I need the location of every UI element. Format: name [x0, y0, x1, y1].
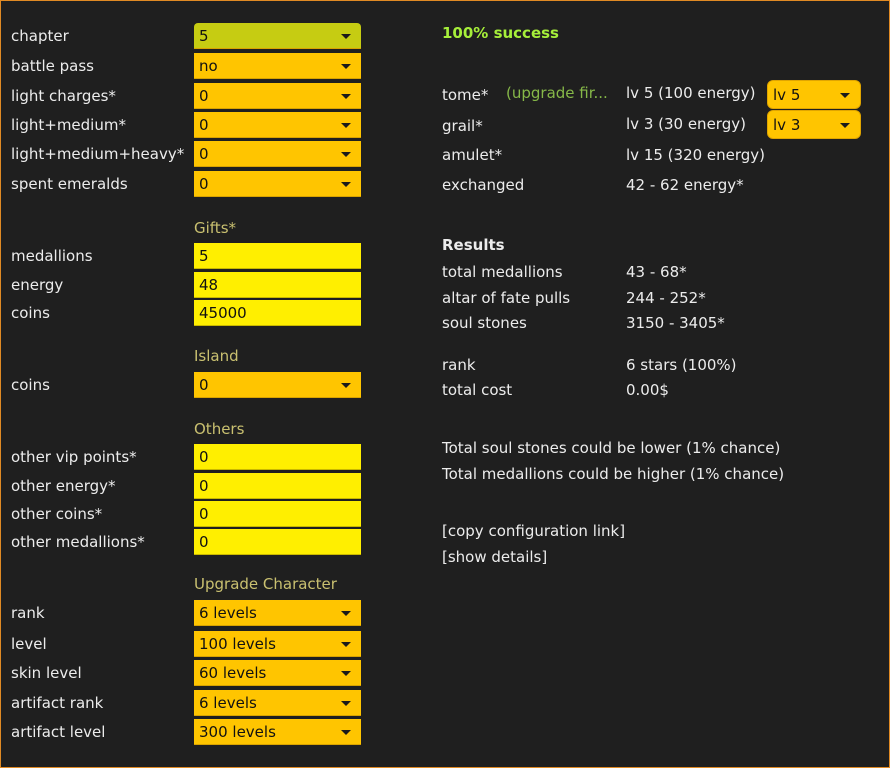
- chevron-down-icon: [341, 730, 351, 735]
- grail-select-value: lv 3: [773, 116, 801, 134]
- tome-label: tome*: [442, 86, 489, 104]
- chevron-down-icon: [840, 123, 850, 128]
- soul-stones-label: soul stones: [442, 314, 527, 332]
- tome-upgrade-note: (upgrade fir...: [506, 84, 608, 102]
- upgrade-skin-select[interactable]: [194, 660, 361, 686]
- light-charges-label: light charges*: [11, 87, 116, 105]
- altar-pulls-label: altar of fate pulls: [442, 289, 571, 307]
- soul-stones-value: 3150 - 3405*: [626, 314, 725, 332]
- artifact-level-value: 300 levels: [199, 723, 276, 741]
- chapter-select[interactable]: [194, 23, 361, 49]
- gift-coins-input[interactable]: 45000: [194, 300, 361, 326]
- artifact-level-label: artifact level: [11, 723, 106, 741]
- island-header: Island: [194, 347, 239, 365]
- total-cost-value: 0.00$: [626, 381, 669, 399]
- other-coins-input[interactable]: 0: [194, 501, 361, 527]
- upgrade-level-value: 100 levels: [199, 635, 276, 653]
- upgrade-rank-select[interactable]: [194, 600, 361, 626]
- island-coins-value: 0: [199, 376, 209, 394]
- upgrade-rank-value: 6 levels: [199, 604, 257, 622]
- total-cost-label: total cost: [442, 381, 513, 399]
- other-energy-label: other energy*: [11, 477, 116, 495]
- chevron-down-icon: [341, 182, 351, 187]
- chevron-down-icon: [840, 93, 850, 98]
- upgrade-skin-value: 60 levels: [199, 664, 267, 682]
- chevron-down-icon: [341, 701, 351, 706]
- spent-emeralds-value: 0: [199, 175, 209, 193]
- chevron-down-icon: [341, 123, 351, 128]
- total-medallions-label: total medallions: [442, 263, 563, 281]
- light-medium-value: 0: [199, 116, 209, 134]
- light-medium-heavy-label: light+medium+heavy*: [11, 145, 185, 163]
- upgrade-header: Upgrade Character: [194, 575, 337, 593]
- chapter-value: 5: [199, 27, 209, 45]
- gift-medallions-label: medallions: [11, 247, 93, 265]
- chevron-down-icon: [341, 671, 351, 676]
- chevron-down-icon: [341, 64, 351, 69]
- altar-pulls-value: 244 - 252*: [626, 289, 706, 307]
- island-coins-label: coins: [11, 376, 50, 394]
- exchanged-label: exchanged: [442, 176, 525, 194]
- grail-label: grail*: [442, 117, 483, 135]
- results-title: Results: [442, 236, 505, 254]
- rank-value: 6 stars (100%): [626, 356, 737, 374]
- show-details-link[interactable]: [show details]: [442, 548, 548, 566]
- tome-level-select[interactable]: [767, 80, 861, 109]
- gift-medallions-input[interactable]: 5: [194, 243, 361, 269]
- gift-energy-input[interactable]: 48: [194, 272, 361, 298]
- light-medium-heavy-value: 0: [199, 145, 209, 163]
- others-header: Others: [194, 420, 245, 438]
- light-medium-select[interactable]: [194, 112, 361, 138]
- gift-coins-label: coins: [11, 304, 50, 322]
- battle-pass-select[interactable]: [194, 53, 361, 79]
- amulet-value: lv 15 (320 energy): [626, 146, 766, 164]
- light-charges-value: 0: [199, 87, 209, 105]
- tome-select-value: lv 5: [773, 86, 801, 104]
- battle-pass-value: no: [199, 57, 218, 75]
- amulet-label: amulet*: [442, 146, 503, 164]
- chapter-label: chapter: [11, 27, 69, 45]
- artifact-rank-label: artifact rank: [11, 694, 104, 712]
- artifact-rank-value: 6 levels: [199, 694, 257, 712]
- chevron-down-icon: [341, 611, 351, 616]
- other-medallions-input[interactable]: 0: [194, 529, 361, 555]
- medallions-chance-note: Total medallions could be higher (1% chance): [442, 465, 785, 483]
- other-vip-label: other vip points*: [11, 448, 137, 466]
- upgrade-level-select[interactable]: [194, 631, 361, 657]
- artifact-level-select[interactable]: [194, 719, 361, 745]
- gifts-header: Gifts*: [194, 219, 237, 237]
- chevron-down-icon: [341, 152, 351, 157]
- other-medallions-label: other medallions*: [11, 533, 145, 551]
- light-medium-label: light+medium*: [11, 116, 126, 134]
- soul-stones-chance-note: Total soul stones could be lower (1% chance): [442, 439, 781, 457]
- other-vip-input[interactable]: 0: [194, 444, 361, 470]
- exchanged-value: 42 - 62 energy*: [626, 176, 744, 194]
- rank-label: rank: [442, 356, 476, 374]
- grail-level-select[interactable]: [767, 110, 861, 139]
- chevron-down-icon: [341, 34, 351, 39]
- chevron-down-icon: [341, 94, 351, 99]
- battle-pass-label: battle pass: [11, 57, 94, 75]
- other-energy-input[interactable]: 0: [194, 473, 361, 499]
- gift-energy-label: energy: [11, 276, 64, 294]
- copy-configuration-link[interactable]: [copy configuration link]: [442, 522, 626, 540]
- spent-emeralds-select[interactable]: [194, 171, 361, 197]
- tome-value: lv 5 (100 energy): [626, 84, 756, 102]
- success-status: 100% success: [442, 24, 559, 42]
- upgrade-rank-label: rank: [11, 604, 45, 622]
- grail-value: lv 3 (30 energy): [626, 115, 746, 133]
- chevron-down-icon: [341, 383, 351, 388]
- upgrade-level-label: level: [11, 635, 47, 653]
- upgrade-skin-label: skin level: [11, 664, 82, 682]
- other-coins-label: other coins*: [11, 505, 103, 523]
- chevron-down-icon: [341, 642, 351, 647]
- total-medallions-value: 43 - 68*: [626, 263, 687, 281]
- island-coins-select[interactable]: [194, 372, 361, 398]
- light-medium-heavy-select[interactable]: [194, 141, 361, 167]
- light-charges-select[interactable]: [194, 83, 361, 109]
- artifact-rank-select[interactable]: [194, 690, 361, 716]
- spent-emeralds-label: spent emeralds: [11, 175, 128, 193]
